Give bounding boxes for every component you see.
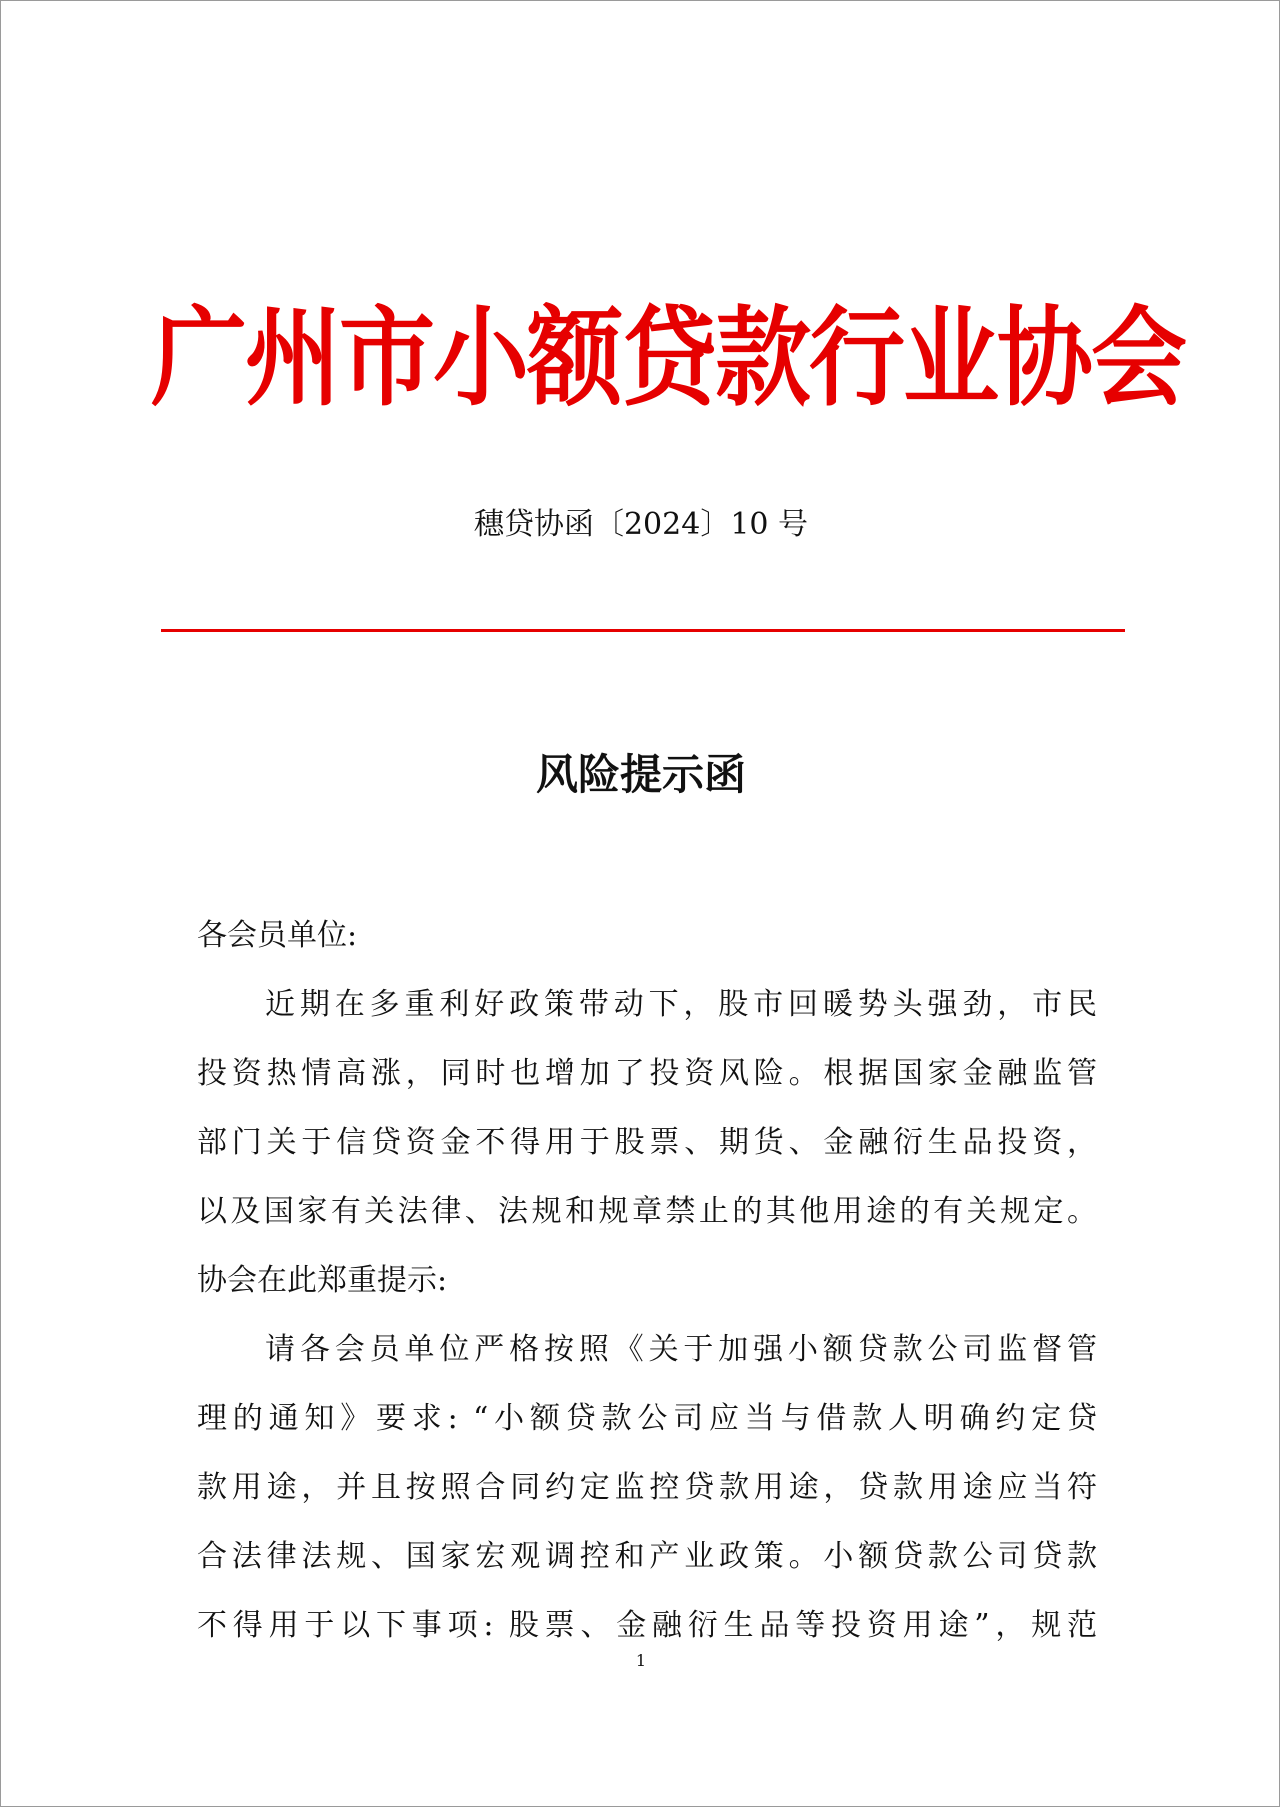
body-line: 不得用于以下事项: 股票、金融衍生品等投资用途”，规范 (197, 1608, 1097, 1643)
body-line: 合法律法规、国家宏观调控和产业政策。小额贷款公司贷款 (197, 1539, 1097, 1574)
header-divider (161, 629, 1125, 632)
body-line: 投资热情高涨，同时也增加了投资风险。根据国家金融监管 (197, 1056, 1097, 1091)
body-line: 以及国家有关法律、法规和规章禁止的其他用途的有关规定。 (197, 1194, 1097, 1229)
body-line: 部门关于信贷资金不得用于股票、期货、金融衍生品投资， (197, 1125, 1097, 1160)
body-line: 款用途，并且按照合同约定监控贷款用途，贷款用途应当符 (197, 1470, 1097, 1505)
document-number: 穗贷协函〔2024〕10 号 (473, 507, 809, 542)
page-number: 1 (635, 1651, 647, 1670)
body-line: 请各会员单位严格按照《关于加强小额贷款公司监督管 (265, 1332, 1097, 1367)
body-line: 近期在多重利好政策带动下，股市回暖势头强劲，市民 (265, 987, 1097, 1022)
body-line: 理的通知》要求: “小额贷款公司应当与借款人明确约定贷 (197, 1401, 1097, 1436)
letter-title: 风险提示函 (535, 750, 746, 799)
body-line: 协会在此郑重提示: (197, 1263, 448, 1298)
letter-body (197, 901, 1097, 1660)
salutation: 各会员单位: (197, 918, 358, 953)
organization-header: 广州市小额贷款行业协会 (151, 294, 1185, 421)
